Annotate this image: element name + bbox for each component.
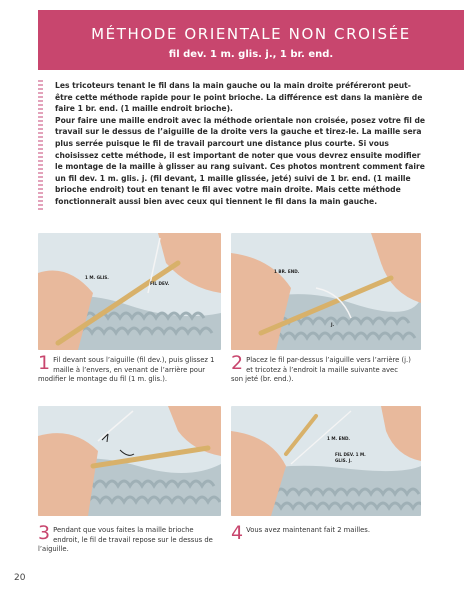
photo-label-4a: 1 M. END. bbox=[327, 436, 351, 441]
step-3-caption bbox=[38, 522, 218, 555]
step-1-photo bbox=[38, 233, 221, 350]
step-1-caption bbox=[38, 352, 218, 385]
intro-decorative-bar bbox=[38, 80, 43, 212]
intro-paragraph-2: Pour faire une maille endroit avec la méthode orientale non croisée, posez votre fil de travail sur le dessus de l’aiguille de la droite vers la gauche et tirez-le. La maille sera plus serrée puisque le fil de travail parcourt une distance plus courte. Si vous choisissez cette méthode, il est important de noter que vous devrez ensuite modifier le montage de la maille à glisser au rang suivant. Ces photos montrent comment faire un fil dev. 1 m. glis. j. (fil devant, 1 maille glissée, jeté) suivi de 1 br. end. (1 maille brioche endroit) tout en tenant le fil avec votre main droite. Mais cette méthode fonctionnerait aussi bien avec ceux qui tiennent le fil dans la main gauche. bbox=[55, 115, 426, 206]
photo-label-1a: 1 M. GLIS. bbox=[85, 275, 109, 280]
step-4-caption bbox=[231, 522, 411, 544]
step-2-caption bbox=[231, 352, 411, 385]
step-1-text: Fil devant sous l’aiguille (fil dev.), puis glissez 1 maille à l’envers, en venant de l’arrière pour modifier le montage du fil (1 m. glis.). bbox=[38, 356, 215, 384]
step-3-number: 3 bbox=[38, 522, 51, 544]
step-4-number: 4 bbox=[231, 522, 244, 544]
step-3-text: Pendant que vous faites la maille brioche endroit, le fil de travail repose sur le dessus de l’aiguille. bbox=[38, 526, 213, 554]
page-number: 20 bbox=[14, 573, 26, 583]
photo-label-2a: 1 BR. END. bbox=[274, 269, 300, 274]
step-4-photo bbox=[231, 406, 421, 516]
step-3-photo bbox=[38, 406, 221, 516]
page-title: MÉTHODE ORIENTALE NON CROISÉE bbox=[91, 25, 411, 43]
photo-label-2b: J. bbox=[331, 322, 335, 327]
step-1-number: 1 bbox=[38, 352, 51, 374]
step-2-text: Placez le fil par-dessus l’aiguille vers l’arrière (j.) et tricotez à l’endroit la maille suivante avec son jeté (br. end.). bbox=[231, 356, 411, 384]
step-2-photo bbox=[231, 233, 421, 350]
intro-paragraph-1: Les tricoteurs tenant le fil dans la main gauche ou la main droite préféreront peut-être cette méthode rapide pour le point brioche. La différence est dans la manière de faire 1 br. end. (1 maille endroit brioche). bbox=[55, 81, 423, 114]
chapter-header bbox=[38, 10, 464, 70]
photo-label-1b: FIL DEV. bbox=[150, 281, 170, 286]
step-4-text: Vous avez maintenant fait 2 mailles. bbox=[246, 526, 371, 534]
step-2-number: 2 bbox=[231, 352, 244, 374]
intro-text bbox=[55, 80, 427, 208]
page-subtitle: fil dev. 1 m. glis. j., 1 br. end. bbox=[168, 49, 334, 60]
photo-label-4b: FIL DEV. 1 M. GLIS. J. bbox=[335, 452, 366, 463]
